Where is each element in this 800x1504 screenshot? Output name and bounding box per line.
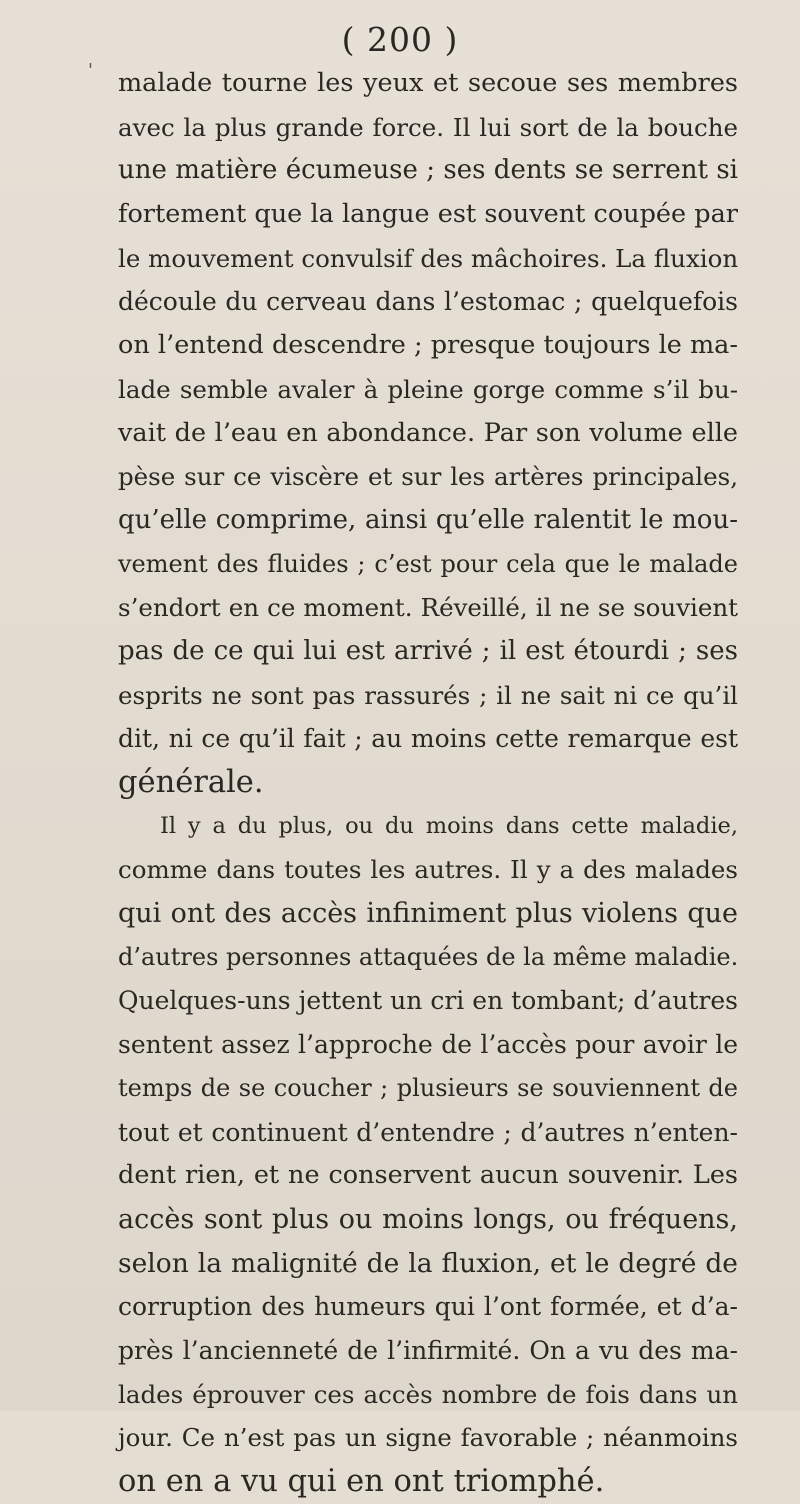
text-line: temps de se coucher ; plusieurs se souviennent de (118, 1073, 738, 1102)
text-line: pas de ce qui lui est arrivé ; il est étourdi ; ses (118, 635, 738, 666)
text-line: jour. Ce n’est pas un signe favorable ; néanmoins (118, 1423, 738, 1453)
text-line: Quelques-uns jettent un cri en tombant; d’autres (118, 986, 738, 1016)
text-line: une matière écumeuse ; ses dents se serrent si (118, 155, 738, 186)
text-line: vait de l’eau en abondance. Par son volume elle (118, 417, 738, 448)
text-line: dit, ni ce qu’il fait ; au moins cette remarque est (118, 724, 738, 754)
page-number: ( 200 ) (341, 20, 459, 59)
text-line: sentent assez l’approche de l’accès pour avoir le (118, 1030, 738, 1060)
text-line: pèse sur ce viscère et sur les artères principales, (118, 462, 738, 492)
text-line: qu’elle comprime, ainsi qu’elle ralentit le mou- (118, 504, 738, 535)
text-line: avec la plus grande force. Il lui sort de la bouche (118, 112, 738, 142)
text-line: malade tourne les yeux et secoue ses membres (118, 68, 738, 98)
text-line: s’endort en ce moment. Réveillé, il ne se souvient (118, 593, 738, 623)
text-line: découle du cerveau dans l’estomac ; quelquefois (118, 287, 738, 317)
text-line: tout et continuent d’entendre ; d’autres n’enten- (118, 1117, 738, 1147)
text-line: esprits ne sont pas rassurés ; il ne sait ni ce qu’il (118, 680, 738, 710)
text-line: comme dans toutes les autres. Il y a des malades (118, 855, 738, 885)
text-line: près l’ancienneté de l’infirmité. On a vu des ma- (118, 1335, 738, 1365)
text-line: qui ont des accès infiniment plus violens que (118, 898, 738, 930)
text-line: corruption des humeurs qui l’ont formée, et d’a- (118, 1292, 738, 1322)
text-line: accès sont plus ou moins longs, ou fréquens, (118, 1203, 738, 1235)
margin-mark: ' (88, 60, 93, 81)
text-line: vement des fluides ; c’est pour cela que le malade (118, 549, 738, 578)
paragraph-end-line: on en a vu qui en ont triomphé. (118, 1464, 605, 1499)
paragraph-start-line: Il y a du plus, ou du moins dans cette maladie, (160, 812, 738, 839)
text-line: d’autres personnes attaquées de la même maladie. (118, 942, 739, 971)
text-line: fortement que la langue est souvent coupée par (118, 199, 738, 230)
text-line: dent rien, et ne conservent aucun souvenir. Les (118, 1160, 738, 1191)
paragraph-end-line: générale. (118, 765, 264, 800)
text-line: selon la malignité de la fluxion, et le degré de (118, 1247, 738, 1279)
text-line: le mouvement convulsif des mâchoires. La fluxion (118, 243, 739, 273)
text-line: lades éprouver ces accès nombre de fois dans un (118, 1379, 738, 1409)
text-line: on l’entend descendre ; presque toujours le ma- (118, 330, 738, 361)
text-line: lade semble avaler à pleine gorge comme s’il bu- (118, 374, 738, 404)
body-text (118, 62, 738, 1504)
